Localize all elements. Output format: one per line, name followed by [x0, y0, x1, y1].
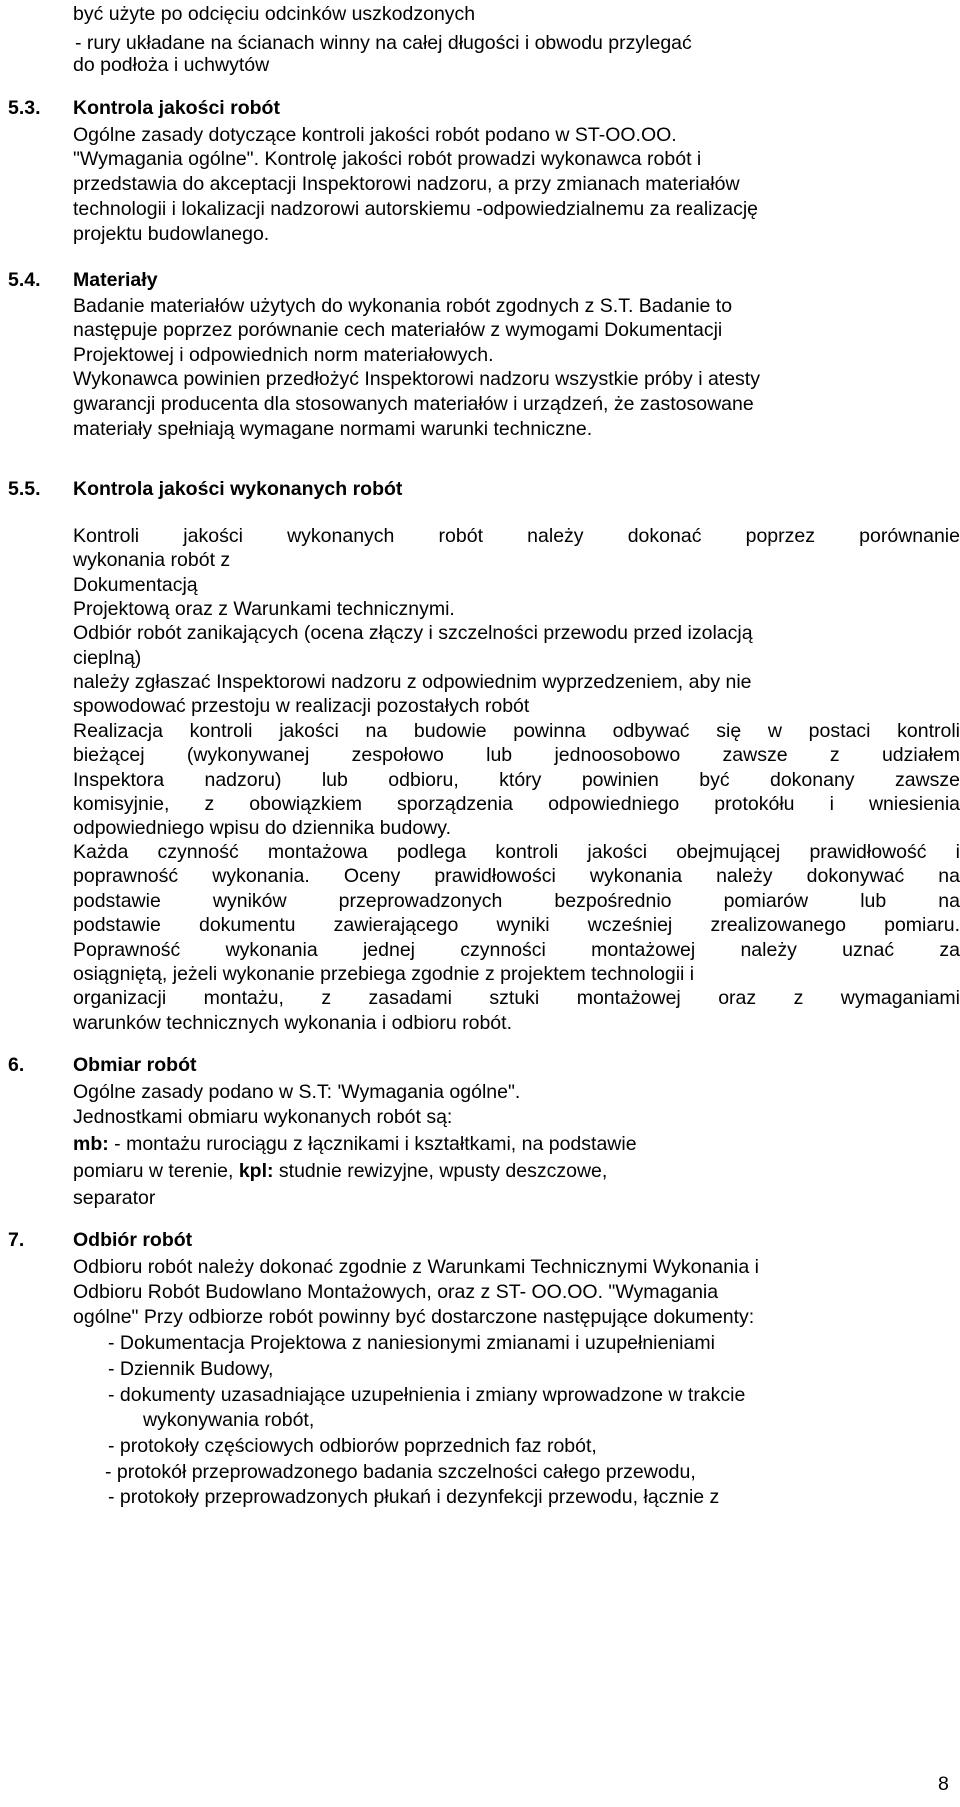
unit-label-kpl: kpl: — [238, 1160, 274, 1182]
text-line: do podłoża i uchwytów — [73, 54, 270, 76]
section-title-5-5: Kontrola jakości wykonanych robót — [73, 478, 403, 500]
text-line: spowodować przestoju w realizacji pozostałych robót — [73, 695, 530, 717]
unit-text-mb: - montażu rurociągu z łącznikami i kształtkami, na podstawie — [108, 1133, 637, 1155]
section-number-6: 6. — [8, 1054, 25, 1076]
list-item: - protokół przeprowadzonego badania szczelności całego przewodu, — [105, 1461, 696, 1483]
text-line: przedstawia do akceptacji Inspektorowi nadzoru, a przy zmianach materiałów — [73, 173, 740, 195]
list-item-continuation: wykonywania robót, — [143, 1409, 315, 1431]
section-title-5-3: Kontrola jakości robót — [73, 97, 280, 119]
text-line: Kontroli jakości wykonanych robót należy dokonać poprzez porównanie — [73, 525, 960, 547]
text-line: technologii i lokalizacji nadzorowi autorskiemu -odpowiedzialnemu za realizację — [73, 198, 759, 220]
text-line: gwarancji producenta dla stosowanych materiałów i urządzeń, że zastosowane — [73, 393, 754, 415]
text-line: ogólne" Przy odbiorze robót powinny być dostarczone następujące dokumenty: — [73, 1306, 755, 1328]
list-item: - protokoły częściowych odbiorów poprzednich faz robót, — [108, 1435, 597, 1457]
text-line: następuje poprzez porównanie cech materiałów z wymogami Dokumentacji — [73, 319, 723, 341]
page-number: 8 — [938, 1773, 949, 1795]
section-number-5-3: 5.3. — [8, 97, 41, 119]
text-line: Badanie materiałów użytych do wykonania robót zgodnych z S.T. Badanie to — [73, 295, 733, 317]
section-number-5-4: 5.4. — [8, 269, 41, 291]
text-line: Projektową oraz z Warunkami technicznymi. — [73, 598, 455, 620]
section-number-7: 7. — [8, 1229, 25, 1251]
text-line: należy zgłaszać Inspektorowi nadzoru z odpowiednim wyprzedzeniem, aby nie — [73, 671, 752, 693]
text-line: Inspektora nadzoru) lub odbioru, który powinien być dokonany zawsze — [73, 769, 960, 791]
unit-text-kpl: studnie rewizyjne, wpusty deszczowe, — [273, 1160, 608, 1182]
text-line: poprawność wykonania. Oceny prawidłowości wykonania należy dokonywać na — [73, 865, 960, 887]
text-line: odpowiedniego wpisu do dziennika budowy. — [73, 817, 451, 839]
text-line: Ogólne zasady podano w S.T: 'Wymagania ogólne". — [73, 1081, 521, 1103]
text-line: wykonania robót z — [73, 549, 231, 571]
text-line: - rury układane na ścianach winny na całej długości i obwodu przylegać — [75, 32, 692, 54]
text-line: organizacji montażu, z zasadami sztuki montażowej oraz z wymaganiami — [73, 987, 960, 1009]
text-line: komisyjnie, z obowiązkiem sporządzenia odpowiedniego protokółu i wniesienia — [73, 793, 960, 815]
text-line: Odbioru Robót Budowlano Montażowych, oraz z ST- OO.OO. "Wymagania — [73, 1281, 719, 1303]
text-line: podstawie wyników przeprowadzonych bezpośrednio pomiarów lub na — [73, 890, 960, 912]
text-fragment: pomiaru w terenie, — [73, 1160, 239, 1182]
unit-label-mb: mb: — [73, 1133, 109, 1155]
text-line: osiągniętą, jeżeli wykonanie przebiega zgodnie z projektem technologii i — [73, 963, 695, 985]
text-line: Dokumentacją — [73, 574, 198, 596]
text-line: Projektowej i odpowiednich norm materiałowych. — [73, 344, 494, 366]
section-number-5-5: 5.5. — [8, 478, 41, 500]
list-item: - dokumenty uzasadniające uzupełnienia i zmiany wprowadzone w trakcie — [108, 1384, 746, 1406]
text-line: cieplną) — [73, 647, 142, 669]
text-line: podstawie dokumentu zawierającego wyniki wcześniej zrealizowanego pomiaru. — [73, 914, 960, 936]
list-item: - protokoły przeprowadzonych płukań i dezynfekcji przewodu, łącznie z — [108, 1486, 720, 1508]
text-line: Odbioru robót należy dokonać zgodnie z Warunkami Technicznymi Wykonania i — [73, 1256, 759, 1278]
text-line: "Wymagania ogólne". Kontrolę jakości robót prowadzi wykonawca robót i — [73, 148, 702, 170]
text-line: Jednostkami obmiaru wykonanych robót są: — [73, 1106, 453, 1128]
text-line: Ogólne zasady dotyczące kontroli jakości robót podano w ST-OO.OO. — [73, 124, 677, 146]
text-line: Realizacja kontroli jakości na budowie powinna odbywać się w postaci kontroli — [73, 720, 960, 742]
text-line — [73, 1159, 607, 1183]
section-title-5-4: Materiały — [73, 269, 158, 291]
text-line: Poprawność wykonania jednej czynności montażowej należy uznać za — [73, 939, 960, 961]
section-title-6: Obmiar robót — [73, 1054, 197, 1076]
list-item: - Dziennik Budowy, — [108, 1358, 274, 1380]
text-line: warunków technicznych wykonania i odbioru robót. — [73, 1012, 512, 1034]
text-line: projektu budowlanego. — [73, 223, 270, 245]
text-line: Każda czynność montażowa podlega kontroli jakości obejmującej prawidłowość i — [73, 841, 960, 863]
text-line: separator — [73, 1187, 156, 1209]
text-line: być użyte po odcięciu odcinków uszkodzonych — [73, 3, 476, 25]
section-title-7: Odbiór robót — [73, 1229, 193, 1251]
text-line: Odbiór robót zanikających (ocena złączy i szczelności przewodu przed izolacją — [73, 622, 753, 644]
text-line: bieżącej (wykonywanej zespołowo lub jednoosobowo zawsze z udziałem — [73, 744, 960, 766]
text-line: Wykonawca powinien przedłożyć Inspektorowi nadzoru wszystkie próby i atesty — [73, 368, 760, 390]
list-item: - Dokumentacja Projektowa z naniesionymi zmianami i uzupełnieniami — [108, 1332, 715, 1354]
text-line — [73, 1132, 637, 1156]
text-line: materiały spełniają wymagane normami warunki techniczne. — [73, 418, 593, 440]
